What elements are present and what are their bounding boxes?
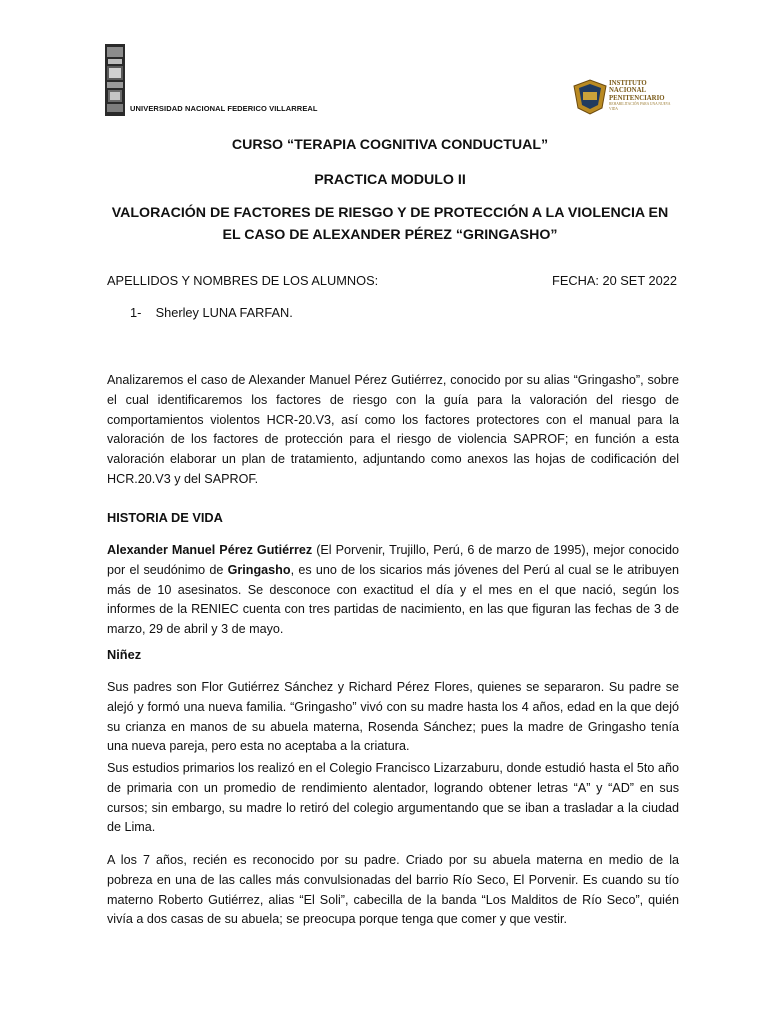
historia-heading: HISTORIA DE VIDA	[107, 510, 223, 525]
historia-name: Alexander Manuel Pérez Gutiérrez	[107, 543, 313, 557]
topic-title-line1: VALORACIÓN DE FACTORES DE RIESGO Y DE PROTECCIÓN A LA VIOLENCIA EN	[111, 205, 669, 221]
inpe-line3: PENITENCIARIO	[609, 94, 665, 102]
inpe-subtitle: REHABILITACIÓN PARA UNA NUEVA VIDA	[609, 102, 671, 112]
student-item	[130, 305, 293, 320]
date-label: FECHA: 20 SET 2022	[552, 273, 677, 288]
inpe-logo-text	[609, 80, 673, 112]
ninez-paragraph-1: Sus padres son Flor Gutiérrez Sánchez y Richard Pérez Flores, quienes se separaron. Su padre se alejó y formó una nueva familia. “Gringasho” vivó con su madre hasta los 4 años, edad en la que dejó su crianza en manos de su abuela materna, Rosenda Sánchez; pues la madre de Gringasho tenía una nueva pareja, pero esta no aceptaba a la criatura.	[107, 680, 679, 754]
historia-body-b: , es uno de los sicarios más jóvenes del Perú al cual se le atribuyen más de 10 asesinatos. Se desconoce con exactitud el día y el mes en el que nació, según los informes de la RENIEC cuenta con tres partidas de nacimiento, en las que figuran las fechas de 3 de marzo, 29 de abril y 3 de mayo.	[107, 562, 679, 637]
ninez-paragraph-3: A los 7 años, recién es reconocido por su padre. Criado por su abuela materna en medio de la pobreza en una de las calles más convulsionadas del barrio Río Seco, El Porvenir. Es cuando su tío materno Roberto Gutiérrez, alias “El Soli”, cabecilla de la banda “Los Malditos de Río Seco”, quién vivía a dos casas de su abuela; se preocupa porque tenga que comer y que vestir.	[107, 853, 679, 927]
student-number: 1-	[130, 305, 142, 320]
students-label: APELLIDOS Y NOMBRES DE LOS ALUMNOS:	[107, 273, 379, 288]
historia-body-a: (El Porvenir, Trujillo, Perú, 6 de marzo de 1995), mejor conocido por el seudónimo de	[107, 543, 679, 577]
inpe-line2: NACIONAL	[609, 87, 647, 95]
university-name: UNIVERSIDAD NACIONAL FEDERICO VILLARREAL	[130, 104, 318, 113]
ninez-heading: Niñez	[107, 647, 142, 662]
historia-alias: Gringasho	[227, 562, 291, 577]
course-title: CURSO “TERAPIA COGNITIVA CONDUCTUAL”	[231, 137, 549, 153]
topic-title-line2: EL CASO DE ALEXANDER PÉREZ “GRINGASHO”	[222, 227, 558, 243]
ninez-paragraph-2: Sus estudios primarios los realizó en el Colegio Francisco Lizarzaburu, donde estudió hasta el 5to año de primaria con un promedio de rendimiento alentador, logrando obtener letras “A” y “AD” en sus cursos; sin embargo, su madre lo retiró del colegio argumentando que se iban a trasladar a la ciudad de Lima.	[107, 761, 679, 835]
module-title: PRACTICA MODULO II	[314, 172, 466, 188]
intro-paragraph: Analizaremos el caso de Alexander Manuel Pérez Gutiérrez, conocido por su alias “Gringasho”, sobre el cual identificaremos los factores de riesgo con la guía para la valoración del riesgo de comportamientos violentos HCR-20.V3, así como los factores protectores con el manual para la valoración de los factores de protección para el riesgo de violencia SAPROF; en función a esta valoración elaborar un plan de tratamiento, adjuntando como anexos las hojas de codificación del HCR.20.V3 y del SAPROF.	[107, 373, 679, 486]
historia-paragraph	[107, 541, 679, 640]
university-crest-icon	[104, 44, 126, 116]
student-name: Sherley LUNA FARFAN.	[155, 305, 293, 320]
inpe-line1: INSTITUTO	[609, 80, 647, 87]
